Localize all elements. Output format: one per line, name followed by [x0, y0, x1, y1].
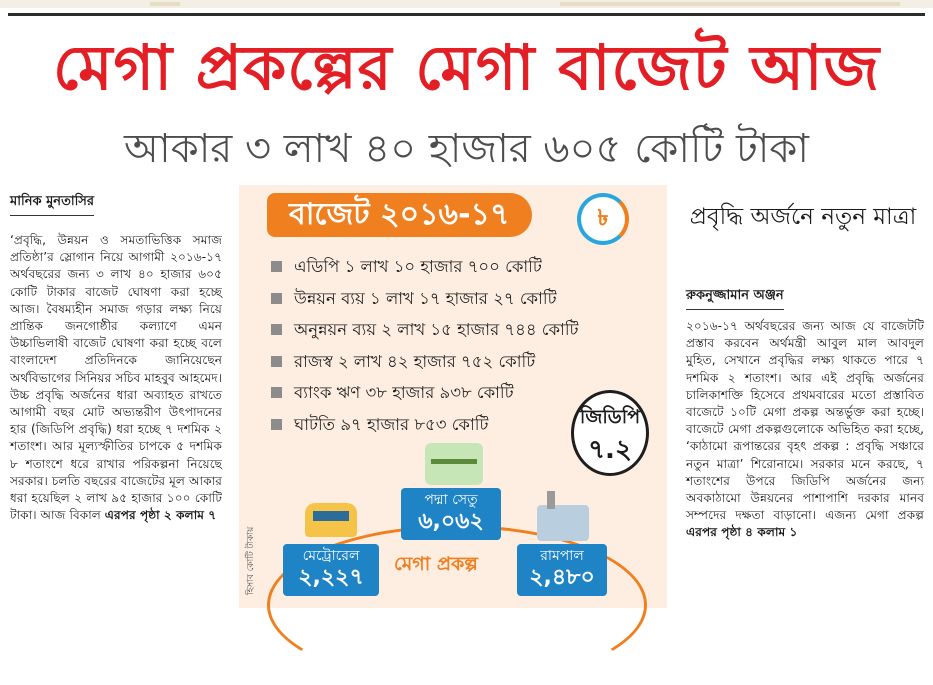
main-headline[interactable]: মেগা প্রকল্পের মেগা বাজেট আজ — [52, 31, 881, 104]
project-metrorail: মেট্রোরেল ২,২২৭ — [283, 544, 379, 596]
top-strip — [0, 0, 933, 8]
left-article-body — [10, 232, 222, 524]
right-article-text: ২০১৬-১৭ অর্থবছরের জন্য আজ যে বাজেটটি প্রস্তাব করবেন অর্থমন্ত্রী আবুল মাল আবদুল মুহিত, সেখানে প্রবৃদ্ধির লক্ষ্য থাকতে পারে ৭ দশমিক ২ শতাংশ। আর এই প্রবৃদ্ধি অর্জনের চালিকাশক্তি হিসেবে প্রথমবারের মতো প্রস্তাবিত বাজেটে ১০টি মেগা প্রকল্প অন্তর্ভুক্ত করা হচ্ছে। বাজেটে মেগা প্রকল্পগুলোকে অভিহিত করা হচ্ছে, ‘কাঠামো রূপান্তরের বৃহৎ প্রকল্প : প্রবৃদ্ধি সঞ্চারে নতুন মাত্রা’ শিরোনামে। সরকার মনে করছে, ৭ শতাংশের উপরে জিডিপি অর্জনের জন্য অবকাঠামো উন্নয়নের পাশাপাশি দরকার মানব সম্পদের দক্ষতা বাড়ানো। এজন্য মেগা প্রকল্প — [686, 319, 924, 523]
square-bullet-icon — [271, 356, 282, 367]
right-byline: রুকনুজ্জামান অঞ্জন — [686, 286, 784, 310]
list-item: রাজস্ব ২ লাখ ৪২ হাজার ৭৫২ কোটি — [271, 346, 579, 378]
top-divider — [8, 13, 925, 16]
right-headline[interactable]: প্রবৃদ্ধি অর্জনে নতুন মাত্রা — [689, 204, 917, 230]
metro-train-icon — [305, 503, 357, 537]
budget-figures-list — [271, 251, 579, 441]
square-bullet-icon — [271, 324, 282, 335]
mega-project-label: মেগা প্রকল্প — [394, 553, 478, 575]
project-padma-bridge: পদ্মা সেতু ৬,০৬২ — [401, 488, 501, 540]
top-strip-mark — [560, 2, 900, 6]
list-item: অনুন্নয়ন ব্যয় ২ লাখ ১৫ হাজার ৭৪৪ কোটি — [271, 314, 579, 346]
left-continued-link[interactable]: এরপর পৃষ্ঠা ২ কলাম ৭ — [104, 508, 217, 523]
budget-infographic — [239, 185, 667, 608]
power-plant-icon — [537, 505, 589, 541]
list-item: ঘাটতি ৯৭ হাজার ৮৫৩ কোটি — [271, 409, 579, 441]
infographic-title: বাজেট ২০১৬-১৭ — [267, 193, 532, 237]
right-continued-link[interactable]: এরপর পৃষ্ঠা ৪ কলাম ১ — [686, 525, 798, 540]
bridge-icon — [425, 443, 483, 485]
gdp-label: জিডিপি — [579, 406, 641, 428]
right-article-body — [686, 318, 924, 542]
square-bullet-icon — [271, 261, 282, 272]
top-strip-mark — [150, 2, 180, 6]
left-byline: মানিক মুনতাসির — [10, 192, 94, 216]
gdp-value: ৭.২ — [588, 435, 632, 465]
project-rampal: রামপাল ২,৪৮০ — [517, 544, 607, 596]
list-item: উন্নয়ন ব্যয় ১ লাখ ১৭ হাজার ২৭ কোটি — [271, 283, 579, 315]
left-article-text: ‘প্রবৃদ্ধি, উন্নয়ন ও সমতাভিত্তিক সমাজ প্রতিষ্ঠা’র স্লোগান নিয়ে আগামী ২০১৬-১৭ অর্থবছরের জন্য ৩ লাখ ৪০ হাজার ৬০৫ কোটি টাকার বাজেট ঘোষণা করা হচ্ছে আজ। বৈষম্যহীন সমাজ গড়ার লক্ষ্য নিয়ে প্রান্তিক জনগোষ্ঠীর কল্যাণে এমন উচ্চাভিলাষী বাজেট ঘোষণা করা হচ্ছে বলে বাংলাদেশ প্রতিদিনকে জানিয়েছেন অর্থবিভাগের সিনিয়র সচিব মাহবুব আহমেদ। উচ্চ প্রবৃদ্ধি অর্জনের ধারা অব্যাহত রাখতে আগামী বছর মোট অভ্যন্তরীণ উৎপাদনের হার (জিডিপি প্রবৃদ্ধি) ধরা হচ্ছে ৭ দশমিক ২ শতাংশ। আর মূল্যস্ফীতির চাপকে ৫ দশমিক ৮ শতাংশে ধরে রাখার পরিকল্পনা নিয়েছে সরকার। চলতি বছরের বাজেটের মূল আকার ধরা হয়েছিল ২ লাখ ৯৫ হাজার ১০০ কোটি টাকা। আজ বিকাল — [10, 233, 222, 523]
infographic-source-note: হিসাব কোটি টাকায় — [246, 526, 256, 595]
list-item: এডিপি ১ লাখ ১০ হাজার ৭০০ কোটি — [271, 251, 579, 283]
sub-headline: আকার ৩ লাখ ৪০ হাজার ৬০৫ কোটি টাকা — [124, 126, 809, 172]
gdp-badge — [571, 390, 649, 476]
square-bullet-icon — [271, 419, 282, 430]
taka-currency-icon: ৳ — [577, 193, 629, 245]
list-item: ব্যাংক ঋণ ৩৮ হাজার ৯৩৮ কোটি — [271, 377, 579, 409]
square-bullet-icon — [271, 293, 282, 304]
square-bullet-icon — [271, 387, 282, 398]
